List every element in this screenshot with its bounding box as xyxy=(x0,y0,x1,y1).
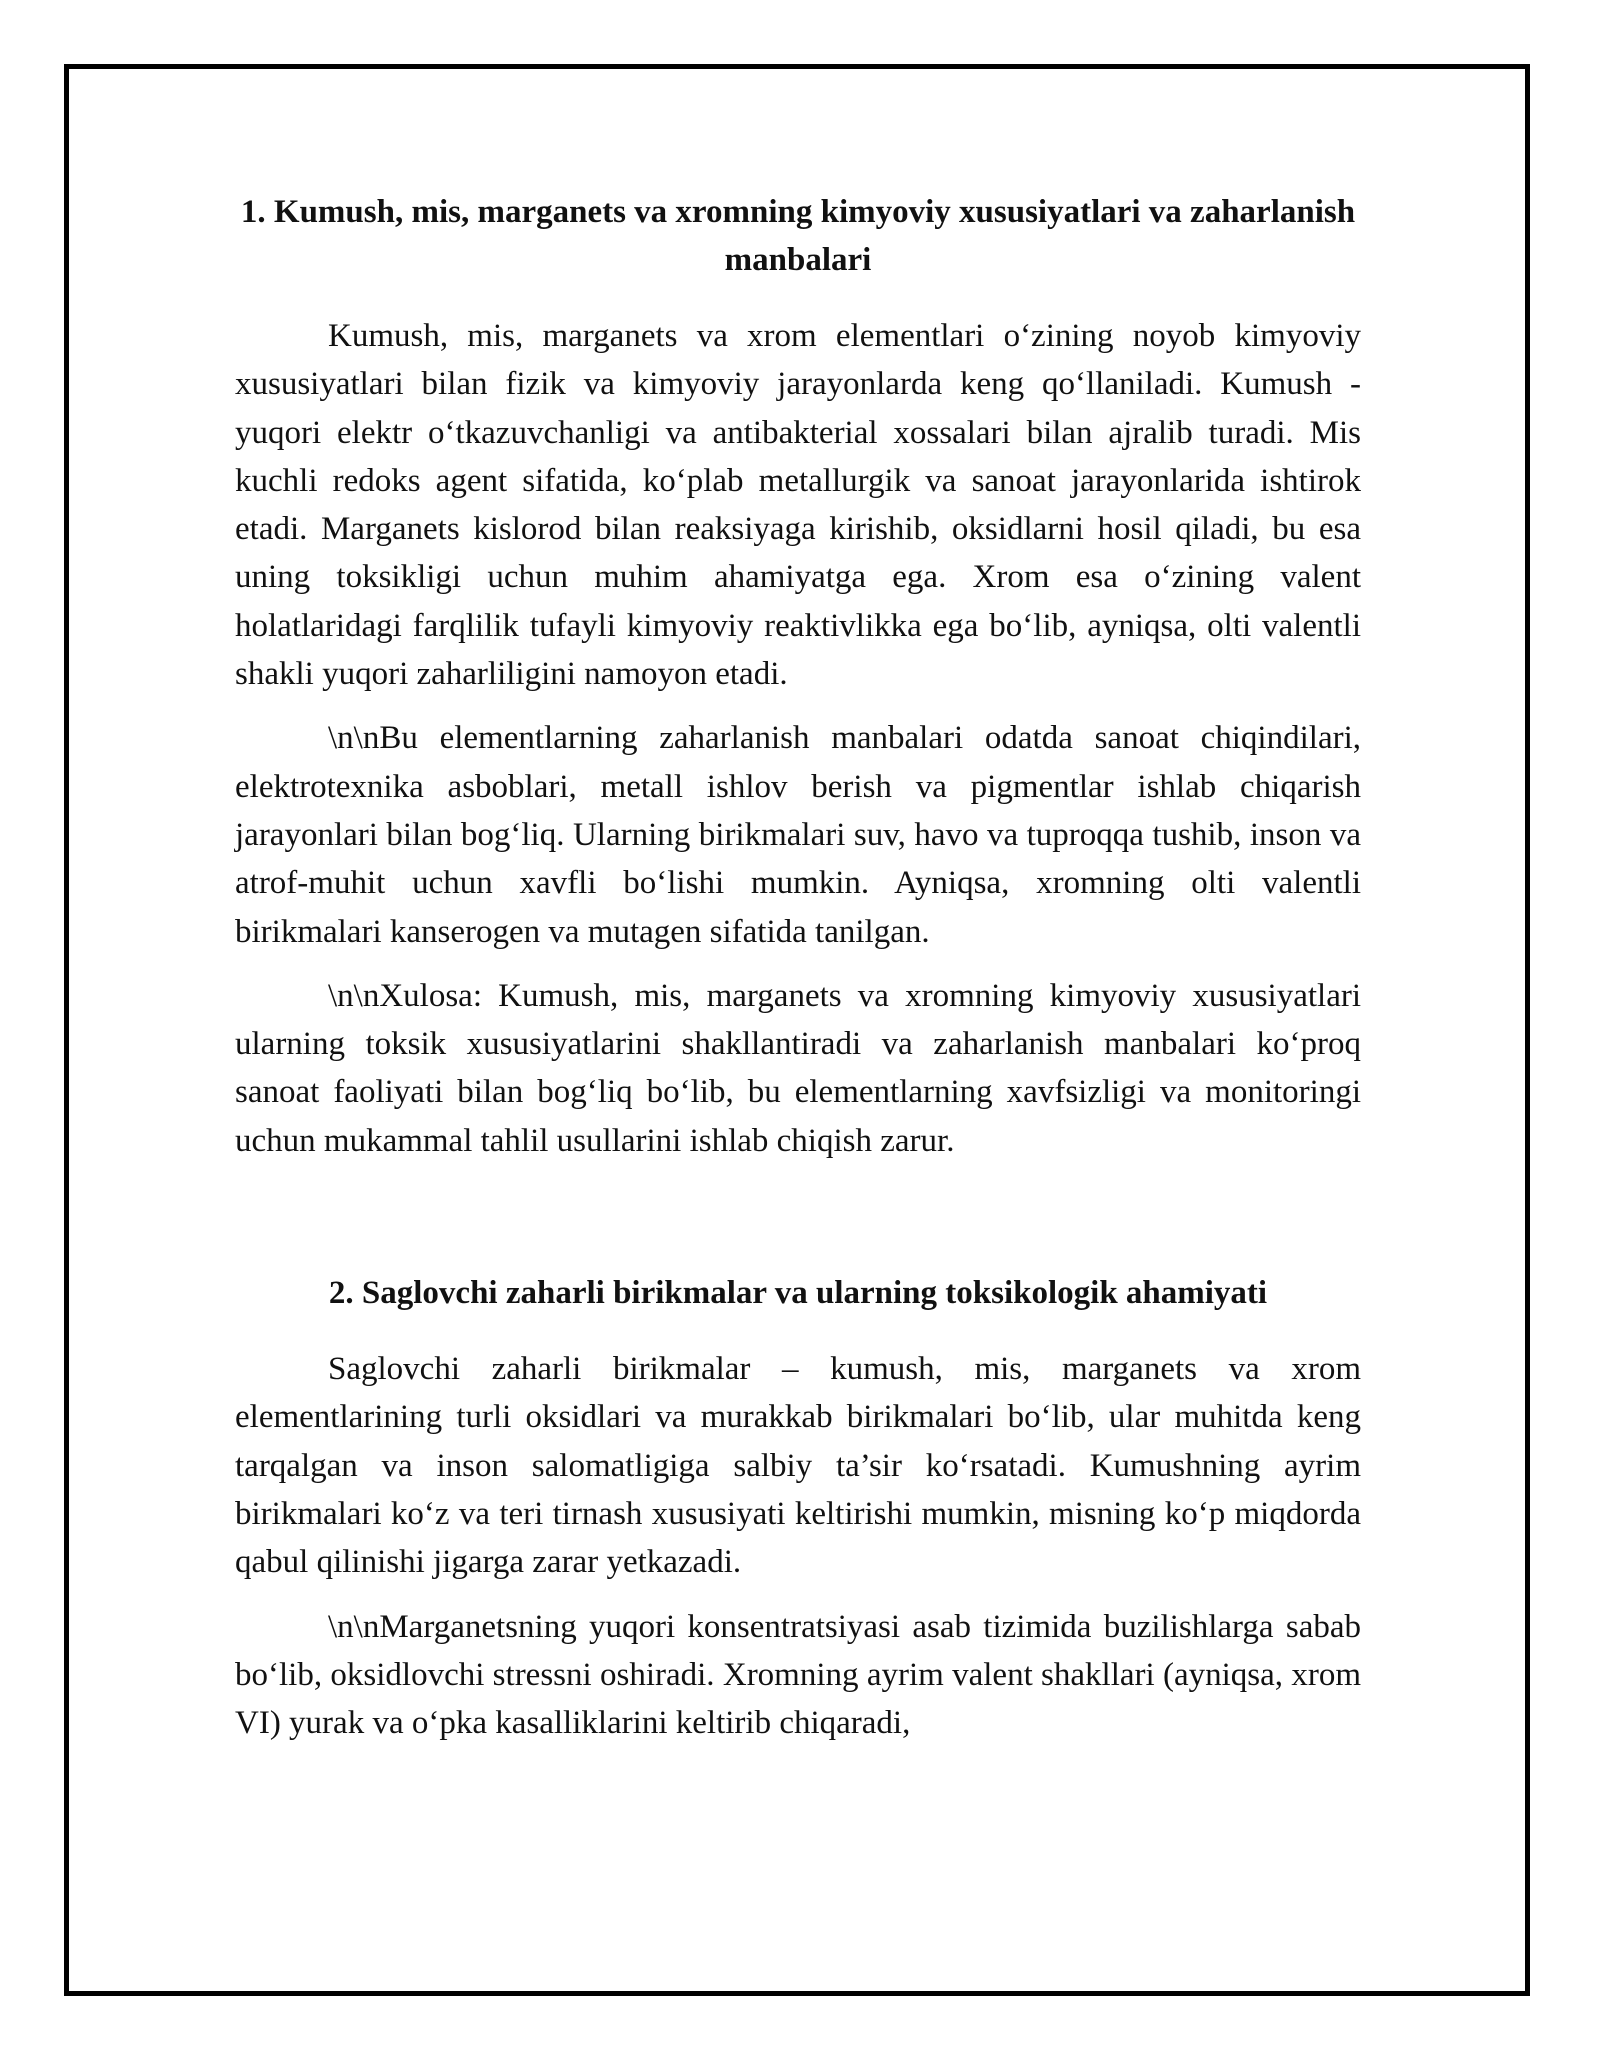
section-1 xyxy=(235,188,1361,1165)
section-2 xyxy=(235,1269,1361,1747)
paragraph: \n\nXulosa: Kumush, mis, marganets va xromning kimyoviy xususiyatlari ularning toksik xususiyatlarini shakllantiradi va zaharlanish manbalari ko‘proq sanoat faoliyati bilan bog‘liq bo‘lib, bu elementlarning xavfsizligi va monitoringi uchun mukammal tahlil usullarini ishlab chiqish zarur. xyxy=(235,977,1361,1159)
section-heading: 1. Kumush, mis, marganets va xromning kimyoviy xususiyatlari va zaharlanish manbalari xyxy=(240,194,1356,278)
paragraph: Saglovchi zaharli birikmalar – kumush, mis, marganets va xrom elementlarining turli oksidlari va murakkab birikmalari bo‘lib, ular muhitda keng tarqalgan va inson salomatligiga salbiy ta’sir ko‘rsatadi. Kumushning ayrim birikmalari ko‘z va teri tirnash xususiyati keltirishi mumkin, misning ko‘p miqdorda qabul qilinishi jigarga zarar yetkazadi. xyxy=(235,1351,1361,1581)
paragraph: Kumush, mis, marganets va xrom elementlari o‘zining noyob kimyoviy xususiyatlari bilan fizik va kimyoviy jarayonlarda keng qo‘llaniladi. Kumush - yuqori elektr o‘tkazuvchanligi va antibakterial xossalari bilan ajralib turadi. Mis kuchli redoks agent sifatida, ko‘plab metallurgik va sanoat jarayonlarida ishtirok etadi. Marganets kislorod bilan reaksiyaga kirishib, oksidlarni hosil qiladi, bu esa uning toksikligi uchun muhim ahamiyatga ega. Xrom esa o‘zining valent holatlaridagi farqlilik tufayli kimyoviy reaktivlikka ega bo‘lib, ayniqsa, olti valentli shakli yuqori zaharliligini namoyon etadi. xyxy=(235,318,1361,693)
paragraph: \n\nMarganetsning yuqori konsentratsiyasi asab tizimida buzilishlarga sabab bo‘lib, oksidlovchi stressni oshiradi. Xromning ayrim valent shakllari (ayniqsa, xrom VI) yurak va o‘pka kasalliklarini keltirib chiqaradi, xyxy=(235,1608,1361,1742)
paragraph: \n\nBu elementlarning zaharlanish manbalari odatda sanoat chiqindilari, elektrotexnika asboblari, metall ishlov berish va pigmentlar ishlab chiqarish jarayonlari bilan bog‘liq. Ularning birikmalari suv, havo va tuproqqa tushib, inson va atrof-muhit uchun xavfli bo‘lishi mumkin. Ayniqsa, xromning olti valentli birikmalari kanserogen va mutagen sifatida tanilgan. xyxy=(235,720,1361,950)
section-heading: 2. Saglovchi zaharli birikmalar va ularning toksikologik ahamiyati xyxy=(328,1275,1268,1312)
document-body xyxy=(235,188,1361,1747)
